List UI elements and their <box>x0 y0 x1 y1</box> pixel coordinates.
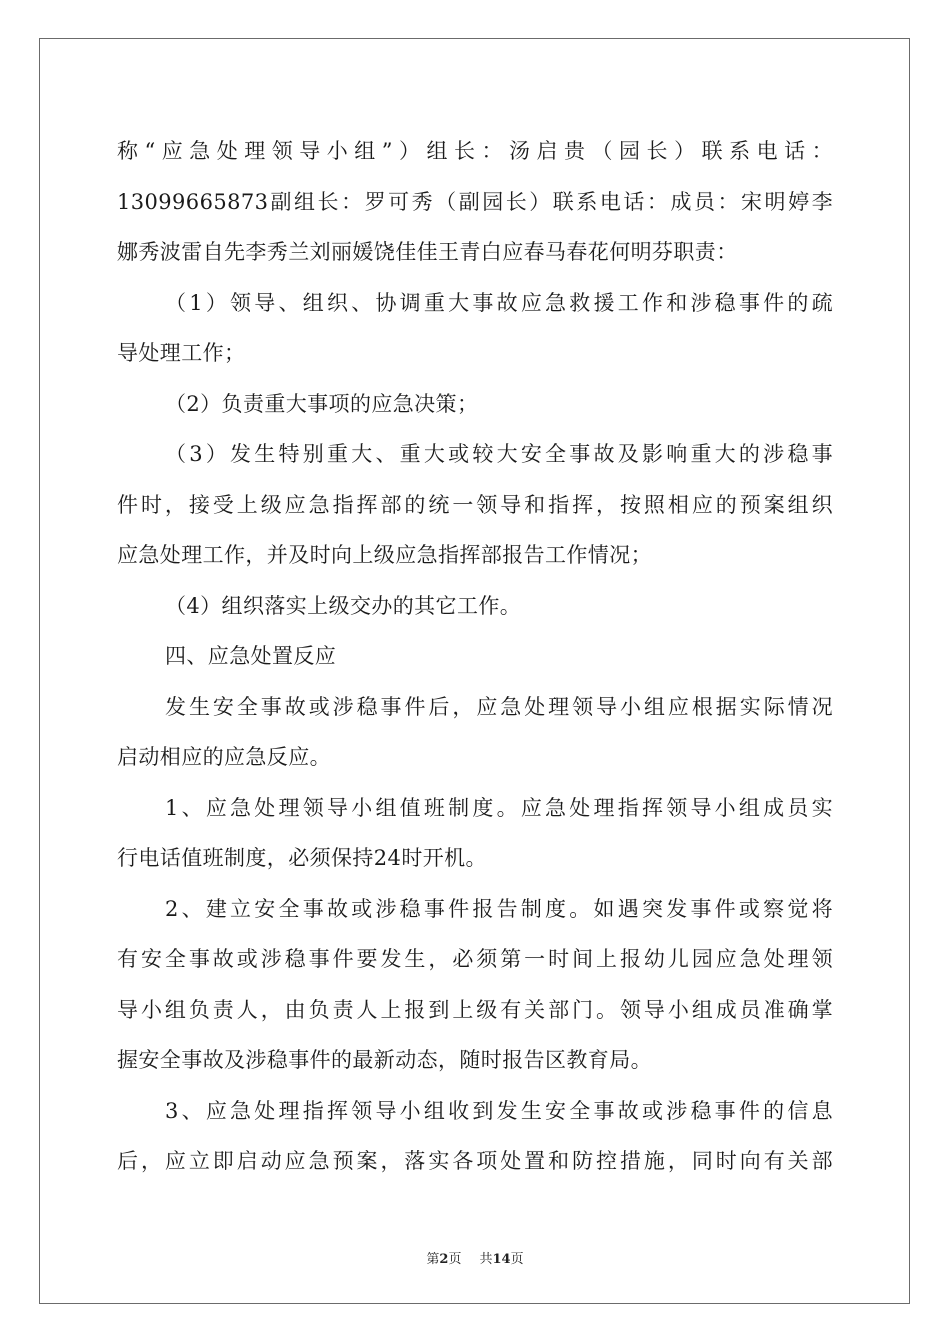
footer-page-suffix: 页 <box>448 1252 462 1267</box>
footer-page-number: 2 <box>439 1252 449 1267</box>
footer-total-suffix: 页 <box>510 1252 524 1267</box>
page-footer <box>0 1248 950 1267</box>
text-line: （4）组织落实上级交办的其它工作。 <box>165 593 522 618</box>
text-line: 件时，接受上级应急指挥部的统一领导和指挥，按照相应的预案组织 <box>117 492 833 517</box>
text-line: 13099665873副组长：罗可秀（副园长）联系电话：成员：宋明婷李 <box>117 189 833 214</box>
document-body <box>117 126 833 1187</box>
text-line: （1）领导、组织、协调重大事故应急救援工作和涉稳事件的疏 <box>165 290 833 315</box>
text-line: 称“应急处理领导小组”）组长：汤启贵（园长）联系电话： <box>117 139 833 163</box>
text-line: 2、建立安全事故或涉稳事件报告制度。如遇突发事件或察觉将 <box>165 896 833 921</box>
text-line: 发生安全事故或涉稳事件后，应急处理领导小组应根据实际情况 <box>165 694 833 719</box>
text-line: 导处理工作； <box>117 341 246 365</box>
text-line: （3）发生特别重大、重大或较大安全事故及影响重大的涉稳事 <box>165 442 833 466</box>
text-line: 应急处理工作，并及时向上级应急指挥部报告工作情况； <box>117 543 652 567</box>
footer-total-pages: 14 <box>492 1252 511 1267</box>
text-line: 后，应立即启动应急预案，落实各项处置和防控措施，同时向有关部 <box>117 1149 833 1173</box>
text-line: 有安全事故或涉稳事件要发生，必须第一时间上报幼儿园应急处理领 <box>117 947 833 971</box>
text-line: （2）负责重大事项的应急决策； <box>165 391 479 416</box>
text-line: 握安全事故及涉稳事件的最新动态，随时报告区教育局。 <box>117 1048 652 1072</box>
text-line: 行电话值班制度，必须保持24时开机。 <box>117 846 487 870</box>
text-line: 四、应急处置反应 <box>165 644 337 668</box>
text-line: 娜秀波雷自先李秀兰刘丽媛饶佳佳王青白应春马春花何明芬职责： <box>117 240 738 264</box>
text-line: 3、应急处理指挥领导小组收到发生安全事故或涉稳事件的信息 <box>165 1098 833 1123</box>
text-line: 启动相应的应急反应。 <box>117 745 331 769</box>
footer-total-prefix: 共 <box>479 1252 493 1267</box>
footer-page-prefix: 第 <box>426 1252 440 1267</box>
text-line: 1、应急处理领导小组值班制度。应急处理指挥领导小组成员实 <box>165 795 833 820</box>
text-line: 导小组负责人，由负责人上报到上级有关部门。领导小组成员准确掌 <box>117 997 833 1022</box>
